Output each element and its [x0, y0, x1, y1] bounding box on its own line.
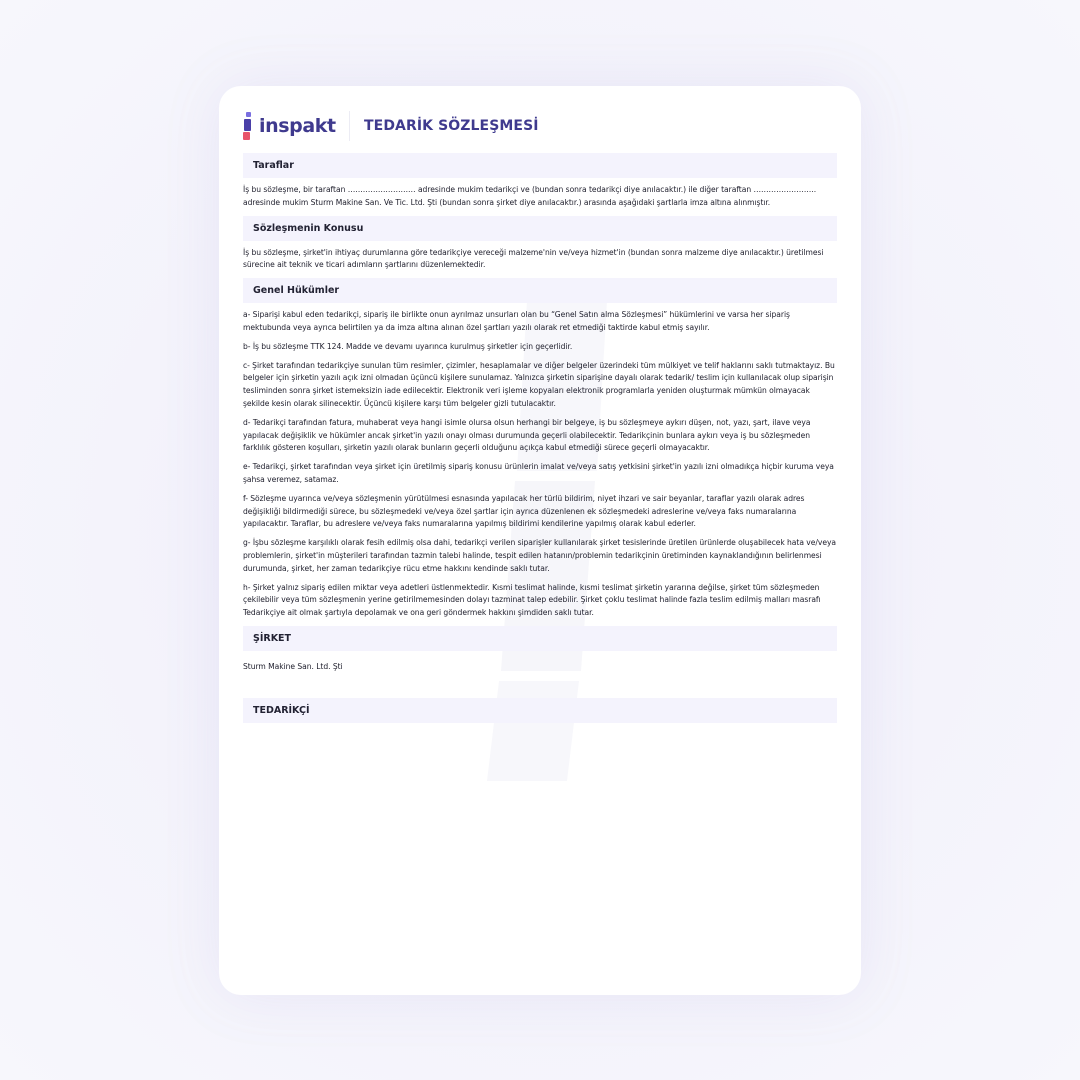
- document-header: [243, 110, 539, 142]
- clause-g: g- İşbu sözleşme karşılıklı olarak fesih edilmiş olsa dahi, tedarikçi verilen siparişler kullanılarak şirket tesislerinde üretilen ürünlerde oluşabilecek hata ve/veya problemlerin, şirket'in müşterileri tarafından tazmin talebi halinde, tespit edilen hatanın/problemin tedarikçinin üretiminden kaynaklandığının belirlenmesi durumunda, şirket, her zaman tedarikçiye rücu etme hakkını kendinde saklı tutar.: [243, 538, 836, 573]
- clause-a: a- Siparişi kabul eden tedarikçi, sipariş ile birlikte onun ayrılmaz unsurları olan bu “Genel Satın alma Sözleşmesi” hükümlerini ve varsa her sipariş mektubunda veya ayrıca belirtilen ya da imza altına alınan özel şartları yazılı olarak ret etmediği taktirde kabul etmiş sayılır.: [243, 310, 790, 332]
- inspakt-logo-icon: [243, 112, 253, 140]
- section-heading-konu: Sözleşmenin Konusu: [243, 216, 837, 241]
- clause-e: e- Tedarikçi, şirket tarafından veya şirket için üretilmiş sipariş konusu ürünlerin imalat ve/veya satış yetkisini şirket'in yazılı izni olmadıkça hiçbir kuruma veya şahsa veremez, satamaz.: [243, 462, 834, 484]
- document-title: TEDARİK SÖZLEŞMESİ: [364, 118, 539, 134]
- section-heading-sirket: ŞİRKET: [243, 626, 837, 651]
- document-body: [243, 153, 837, 723]
- section-heading-tedarikci: TEDARİKÇİ: [243, 698, 837, 723]
- brand-logo: [243, 112, 349, 140]
- clause-f: f- Sözleşme uyarınca ve/veya sözleşmenin yürütülmesi esnasında yapılacak her türlü bildirim, niyet ihzari ve sair beyanlar, taraflar yazılı olarak adres değişikliği bildirmediği sürece, bu sözleşmedeki ve/veya özel şartlar için ayrıca düzenlenen ek sözleşmedeki adreslerine ve/veya faks numaralarına yapılacaktır. Taraflar, bu adreslere ve/veya faks numaralarına yapılmış bildirimi kendilerine yapılmış olarak kabul ederler.: [243, 493, 805, 529]
- clause-c: c- Şirket tarafından tedarikçiye sunulan tüm resimler, çizimler, hesaplamalar ve diğer belgeler üzerindeki tüm mülkiyet ve telif haklarını saklı tutmaktayız. Bu belgeler için şirketin yazılı açık izni olmadan üçüncü kişilere sunulamaz. Yalnızca şirketin siparişine dayalı olarak tedarik/ teslim için kullanılacak olup siparişin tesliminden sonra şirket istemeksizin iade edilecektir. Elektronik veri işleme kopyaları elektronik programlarla yeniden oluşturmak mümkün olmayacak şekilde kesin olarak silinecektir. Üçüncü kişilere karşı tüm belgeler gizli tutulacaktır.: [243, 360, 835, 408]
- section-heading-taraflar: Taraflar: [243, 153, 837, 178]
- clause-h: h- Şirket yalnız sipariş edilen miktar veya adetleri üstlenmektedir. Kısmi teslimat halinde, kısmi teslimat şirketin yararına değilse, şirket tüm sözleşmeden çekilebilir veya tüm sözleşmenin yerine getirilmemesinden dolayı tazminat talep edebilir. Şirket çoklu teslimat halinde fazla teslim edilmiş malları masrafı Tedarikçiye ait olmak şartıyla depolamak ve ona geri göndermek hakkını şimdiden saklı tutar.: [243, 582, 821, 618]
- sirket-name: Sturm Makine San. Ltd. Şti: [243, 661, 343, 671]
- clause-d: d- Tedarikçi tarafından fatura, muhaberat veya hangi isimle olursa olsun herhangi bir belgeye, iş bu sözleşmeye aykırı düşen, not, yazı, şart, ilave veya yapılacak değişiklik ve hükümler ancak şirket'in yazılı onayı olması durumunda geçerli olabilecektir. Tedarikçinin bunlara aykırı veya iş bu sözleşmeden farklılık gösteren koşulları, şirketin yazılı olarak bunların geçerli olduğunu açıkça kabul etmediği sürece geçerli olmayacaktır.: [243, 417, 811, 453]
- document-card: [219, 86, 861, 995]
- header-divider: [349, 111, 350, 141]
- konu-paragraph: İş bu sözleşme, şirket'in ihtiyaç durumlarına göre tedarikçiye vereceği malzeme'nin ve/veya hizmet'in (bundan sonra malzeme diye anılacaktır.) üretilmesi sürecine ait teknik ve ticari adımların şartlarını düzenlemektedir.: [243, 247, 824, 270]
- taraflar-paragraph: İş bu sözleşme, bir taraftan ……………………… adresinde mukim tedarikçi ve (bundan sonra tedarikçi diye anılacaktır.) ile diğer taraftan ……………………. adresinde mukim Sturm Makine San. Ve Tic. Ltd. Şti (bundan sonra şirket diye anılacaktır.) arasında aşağıdaki şartlarla imza altına alınmıştır.: [243, 185, 817, 207]
- brand-logo-text: inspakt: [259, 115, 336, 137]
- section-heading-genel-hukumler: Genel Hükümler: [243, 278, 837, 303]
- clause-b: b- İş bu sözleşme TTK 124. Madde ve devamı uyarınca kurulmuş şirketler için geçerlidir.: [243, 341, 573, 351]
